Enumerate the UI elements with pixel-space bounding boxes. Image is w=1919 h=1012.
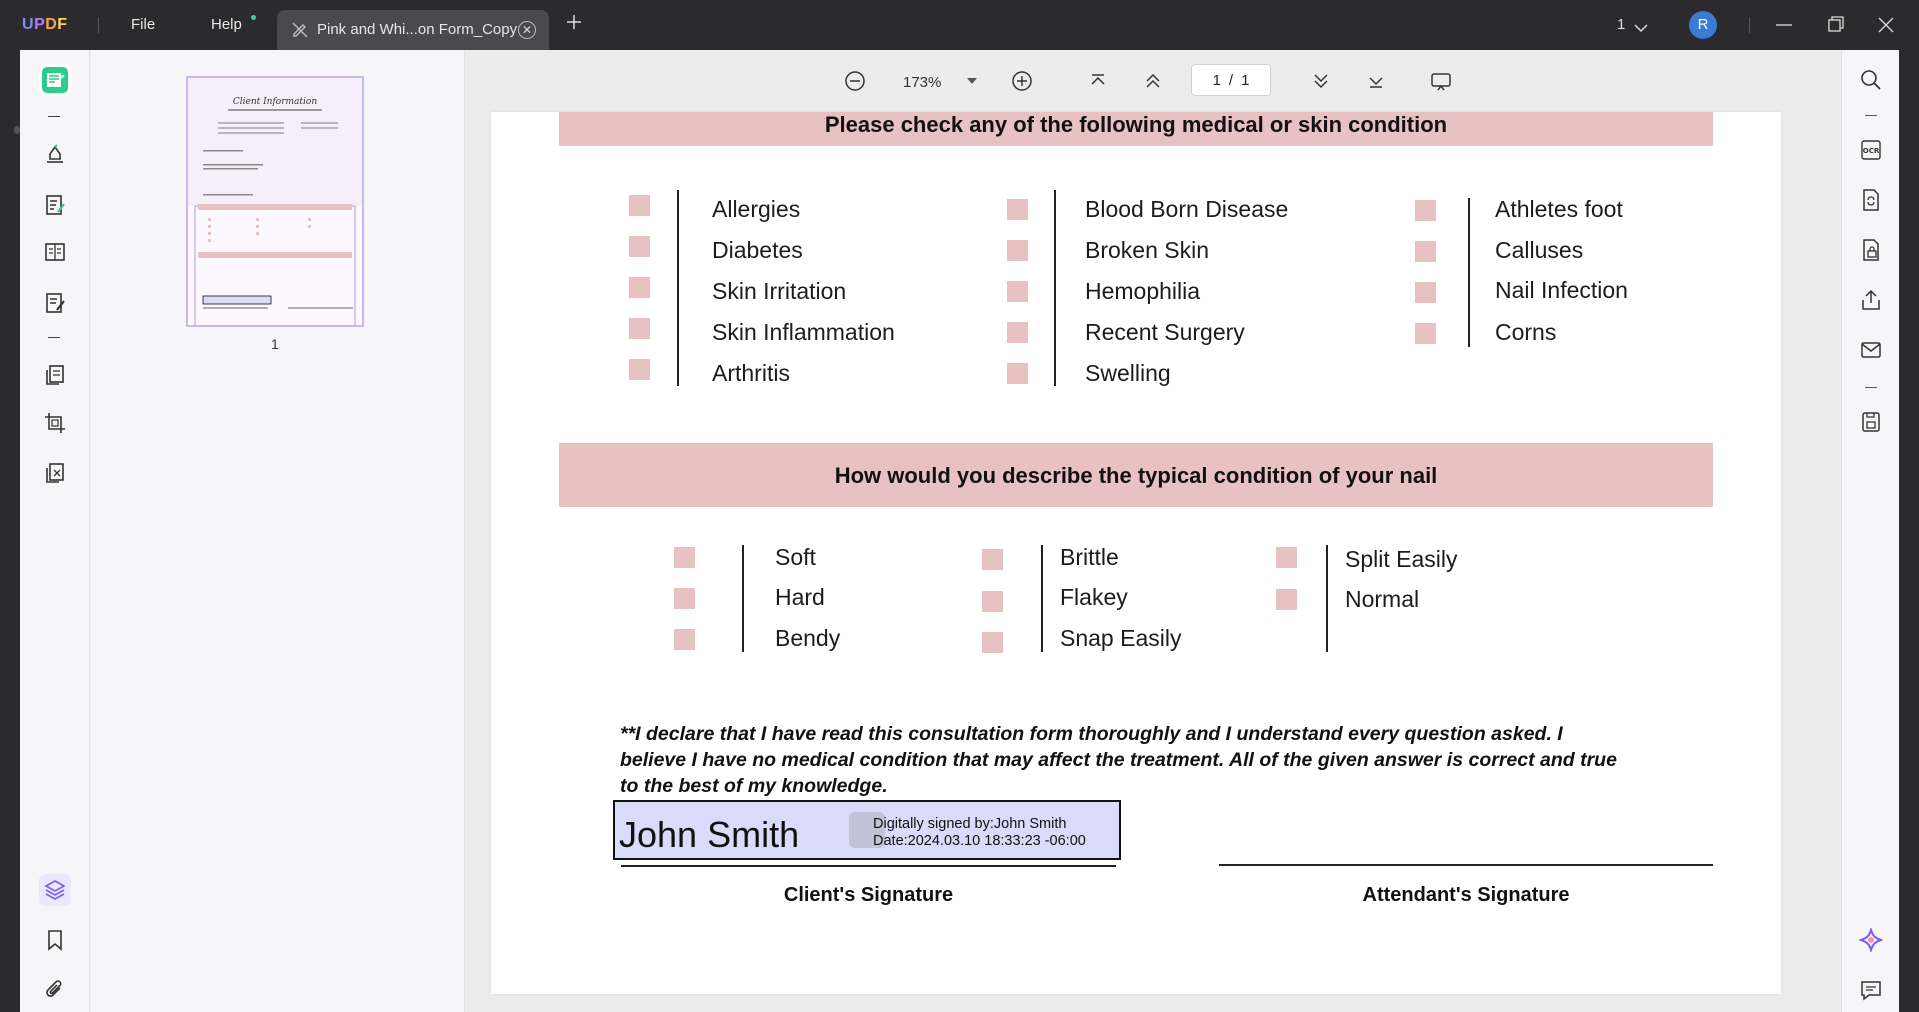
zoom-in-icon[interactable] — [1010, 69, 1034, 93]
checkbox-nail-infection[interactable] — [1415, 282, 1436, 303]
checkbox-skin-inflammation[interactable] — [629, 318, 650, 339]
column-divider — [677, 190, 679, 386]
rail-divider — [1865, 115, 1877, 116]
nail-label: Flakey — [1060, 584, 1128, 610]
signature-name: John Smith — [619, 814, 800, 855]
checkbox-swelling[interactable] — [1007, 363, 1028, 384]
column-divider — [742, 545, 744, 652]
condition-label: Calluses — [1495, 237, 1584, 263]
close-window-button[interactable] — [1877, 13, 1895, 41]
title-separator — [98, 17, 99, 33]
checkbox-normal[interactable] — [1276, 589, 1297, 610]
condition-label: Recent Surgery — [1085, 319, 1245, 345]
left-tool-rail — [20, 50, 90, 1012]
comments-icon[interactable] — [1859, 978, 1883, 1002]
rail-divider — [1865, 387, 1877, 388]
rail-collapse-handle[interactable] — [14, 126, 20, 134]
client-signature-line — [621, 865, 1116, 867]
total-pages: 1 — [1241, 71, 1250, 89]
page-thumbnail[interactable] — [186, 76, 364, 327]
current-page[interactable]: 1 — [1212, 71, 1221, 89]
condition-label: Blood Born Disease — [1085, 196, 1289, 222]
tab-title: Pink and Whi...on Form_Copy — [317, 21, 518, 38]
checkbox-diabetes[interactable] — [629, 236, 650, 257]
checkbox-split-easily[interactable] — [1276, 547, 1297, 568]
condition-label: Corns — [1495, 319, 1557, 345]
checkbox-athletes-foot[interactable] — [1415, 200, 1436, 221]
checkbox-corns[interactable] — [1415, 323, 1436, 344]
next-page-icon[interactable] — [1309, 69, 1333, 93]
section-header-medical — [559, 112, 1713, 146]
fill-sign-button[interactable] — [39, 287, 71, 319]
signed-date-text: Date:2024.03.10 18:33:23 -06:00 — [873, 833, 1086, 849]
condition-label: Diabetes — [712, 237, 803, 263]
zoom-level[interactable]: 173% — [903, 74, 942, 91]
checkbox-bendy[interactable] — [674, 629, 695, 650]
checkbox-brittle[interactable] — [982, 549, 1003, 570]
restore-button[interactable] — [1827, 13, 1845, 41]
share-icon[interactable] — [1859, 288, 1883, 312]
column-divider — [1041, 545, 1043, 652]
protect-file-icon[interactable] — [1859, 238, 1883, 262]
user-avatar[interactable]: R — [1689, 11, 1717, 39]
condition-label: Skin Inflammation — [712, 319, 895, 345]
section-header-nail — [559, 443, 1713, 507]
column-divider — [1468, 198, 1470, 347]
menu-help[interactable]: Help — [211, 16, 242, 33]
zoom-dropdown-icon[interactable] — [967, 78, 977, 84]
signature-details — [873, 816, 1086, 850]
checkbox-calluses[interactable] — [1415, 241, 1436, 262]
condition-label: Broken Skin — [1085, 237, 1210, 263]
client-signature-label: Client's Signature — [783, 884, 954, 906]
document-edit-icon — [291, 21, 309, 43]
section-title-nail: How would you describe the typical condition of your nail — [834, 463, 1438, 488]
checkbox-hard[interactable] — [674, 588, 695, 609]
edit-pdf-button[interactable] — [39, 189, 71, 221]
column-divider — [1326, 545, 1328, 652]
nail-label: Snap Easily — [1060, 625, 1182, 651]
pdf-page — [491, 112, 1781, 994]
email-icon[interactable] — [1859, 338, 1883, 362]
zoom-out-icon[interactable] — [843, 69, 867, 93]
layers-button[interactable] — [39, 874, 71, 906]
reader-mode-button[interactable] — [39, 64, 71, 96]
nail-label: Soft — [775, 544, 816, 570]
signed-by-text: Digitally signed by:John Smith — [873, 816, 1067, 832]
condition-label: Arthritis — [712, 360, 790, 386]
search-icon[interactable] — [1859, 68, 1883, 92]
chevron-down-icon[interactable] — [1634, 18, 1648, 37]
minimize-button[interactable] — [1775, 13, 1793, 41]
thumbnail-page-number: 1 — [271, 336, 279, 352]
thumbnail-title: Client Information — [232, 97, 318, 107]
checkbox-skin-irritation[interactable] — [629, 277, 650, 298]
crop-pages-button[interactable] — [39, 407, 71, 439]
nail-label: Bendy — [775, 625, 841, 651]
save-icon[interactable] — [1859, 410, 1883, 434]
checkbox-blood-born-disease[interactable] — [1007, 199, 1028, 220]
column-divider — [1054, 190, 1056, 386]
condition-label: Swelling — [1085, 360, 1171, 386]
ocr-icon[interactable] — [1859, 138, 1883, 162]
help-notification-dot — [251, 15, 256, 20]
condition-label: Nail Infection — [1495, 277, 1628, 303]
nail-label: Brittle — [1060, 544, 1119, 570]
menu-file[interactable]: File — [131, 16, 156, 33]
organize-pages-button[interactable] — [39, 236, 71, 268]
nail-label: Hard — [775, 584, 825, 610]
section-title-medical: Please check any of the following medical or skin condition — [824, 112, 1448, 137]
checkbox-arthritis[interactable] — [629, 359, 650, 380]
checkbox-flakey[interactable] — [982, 591, 1003, 612]
page-number-field[interactable] — [1191, 64, 1271, 96]
rail-divider — [48, 116, 60, 117]
nail-label: Split Easily — [1345, 546, 1458, 572]
tab-close-button[interactable]: ✕ — [518, 21, 536, 39]
attachment-button[interactable] — [39, 974, 71, 1006]
convert-icon[interactable] — [1859, 188, 1883, 212]
condition-label: Hemophilia — [1085, 278, 1201, 304]
checkbox-snap-easily[interactable] — [982, 632, 1003, 653]
client-signature-field[interactable] — [613, 800, 1121, 860]
checkbox-soft[interactable] — [674, 547, 695, 568]
condition-label: Allergies — [712, 196, 801, 222]
thumbnail-panel — [91, 50, 465, 1012]
view-toolbar — [465, 56, 1841, 108]
title-separator — [1749, 17, 1750, 33]
ai-assistant-icon[interactable] — [1859, 928, 1883, 952]
page-count-dropdown[interactable]: 1 — [1617, 16, 1626, 33]
comment-highlight-button[interactable] — [39, 138, 71, 170]
rail-divider — [48, 337, 60, 338]
right-tool-rail — [1841, 50, 1899, 1012]
document-tab[interactable] — [277, 10, 549, 50]
attendant-signature-line — [1219, 864, 1713, 866]
declaration-text: **I declare that I have read this consultation form thoroughly and I understand every question asked. I believe I have no medical condition that may affect the treatment. All of the given answer is correct and true to the best of my knowledge. — [620, 723, 1617, 797]
previous-page-icon[interactable] — [1141, 69, 1165, 93]
page-tools-button[interactable] — [39, 359, 71, 391]
first-page-icon[interactable] — [1086, 69, 1110, 93]
attendant-signature-label[interactable]: Attendant's Signature — [1362, 884, 1570, 906]
checkbox-broken-skin[interactable] — [1007, 240, 1028, 261]
presentation-icon[interactable] — [1429, 69, 1453, 93]
svg-text:OCR: OCR — [1862, 147, 1880, 155]
condition-label: Athletes foot — [1495, 196, 1623, 222]
protect-button[interactable] — [39, 457, 71, 489]
last-page-icon[interactable] — [1364, 69, 1388, 93]
page-separator: / — [1228, 71, 1234, 89]
bookmark-button[interactable] — [39, 924, 71, 956]
app-logo: UPDF — [22, 16, 68, 33]
nail-label: Normal — [1345, 586, 1420, 612]
new-tab-button[interactable] — [565, 13, 583, 36]
checkbox-hemophilia[interactable] — [1007, 281, 1028, 302]
checkbox-allergies[interactable] — [629, 195, 650, 216]
checkbox-recent-surgery[interactable] — [1007, 322, 1028, 343]
condition-label: Skin Irritation — [712, 278, 847, 304]
title-bar — [0, 0, 1919, 50]
